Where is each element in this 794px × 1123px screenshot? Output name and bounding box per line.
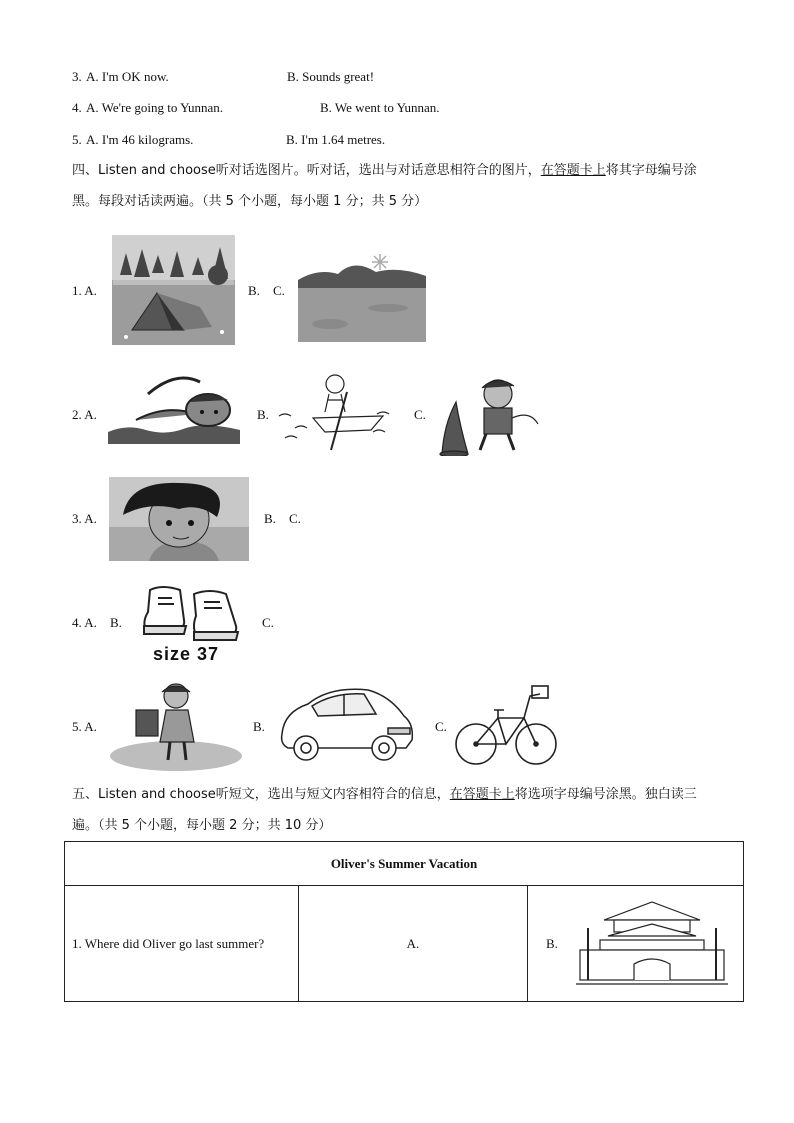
item-4-option-a: A. We're going to Yunnan.	[86, 100, 224, 115]
section4-instructions-line1	[72, 164, 697, 177]
item-3-option-a: A. I'm OK now.	[86, 69, 169, 84]
section4-instructions-line2: 黑。每段对话读两遍。（共 5 个小题，每小题 1 分；共 5 分）	[72, 194, 428, 209]
item-3-option-b: B. Sounds great!	[287, 69, 375, 84]
tiananmen-image	[574, 898, 730, 990]
q1-option-c: C.	[273, 283, 285, 298]
item-3-number: 3.	[72, 69, 82, 84]
table-title: Oliver's Summer Vacation	[65, 842, 744, 886]
swimming-boy-image	[106, 374, 242, 444]
q1-option-b: B.	[248, 283, 260, 298]
q4-option-c: C.	[262, 615, 274, 630]
item-5-option-b: B. I'm 1.64 metres.	[286, 132, 386, 147]
sneakers-image	[140, 582, 244, 644]
section5-instructions-pre: 五、Listen and choose听短文，选出与短文内容相符合的信息，	[72, 787, 450, 802]
item-4-option-b: B. We went to Yunnan.	[320, 100, 440, 115]
car-image	[278, 682, 416, 764]
item-4-number: 4.	[72, 100, 82, 115]
q5-label: 5. A.	[72, 719, 97, 734]
q5-option-b: B.	[253, 719, 265, 734]
table-header-row	[65, 842, 744, 886]
table-row	[65, 886, 744, 1002]
section4-instructions-pre: 四、Listen and choose听对话选图片。听对话，选出与对话意思相符合的图片，	[72, 163, 541, 178]
shoe-size-label: size 37	[153, 644, 220, 664]
q3-option-c: C.	[289, 511, 301, 526]
answer-sheet-emphasis: 在答题卡上	[540, 163, 606, 178]
girl-walking-image	[108, 680, 244, 772]
q1-label: 1. A.	[72, 283, 97, 298]
q2-option-b: B.	[257, 407, 269, 422]
option-b-cell	[528, 886, 744, 1002]
option-b-label: B.	[546, 935, 558, 951]
section5-instructions-line1	[72, 788, 697, 801]
boy-picking-plants-image	[438, 374, 544, 456]
q2-option-c: C.	[414, 407, 426, 422]
q4-label: 4. A.	[72, 615, 97, 630]
question-cell: 1. Where did Oliver go last summer?	[65, 886, 299, 1002]
grassland-image	[298, 252, 426, 342]
section5-instructions-post: 将选项字母编号涂黑。独白读三	[514, 787, 697, 802]
item-5-option-a: A. I'm 46 kilograms.	[86, 132, 194, 147]
bicycle-image	[454, 682, 558, 768]
rowing-boat-image	[277, 372, 401, 454]
section5-instructions-line2: 遍。（共 5 个小题，每小题 2 分；共 10 分）	[72, 818, 332, 833]
item-5-number: 5.	[72, 132, 82, 147]
answer-sheet-emphasis: 在答题卡上	[449, 787, 515, 802]
tent-camping-image	[112, 235, 235, 345]
q5-option-c: C.	[435, 719, 447, 734]
oliver-vacation-table	[64, 841, 744, 1002]
section4-instructions-post: 将其字母编号涂	[605, 163, 697, 178]
boy-portrait-image	[109, 477, 249, 561]
q2-label: 2. A.	[72, 407, 97, 422]
q3-option-b: B.	[264, 511, 276, 526]
option-a-cell: A.	[299, 886, 528, 1002]
q3-label: 3. A.	[72, 511, 97, 526]
q4-option-b: B.	[110, 615, 122, 630]
